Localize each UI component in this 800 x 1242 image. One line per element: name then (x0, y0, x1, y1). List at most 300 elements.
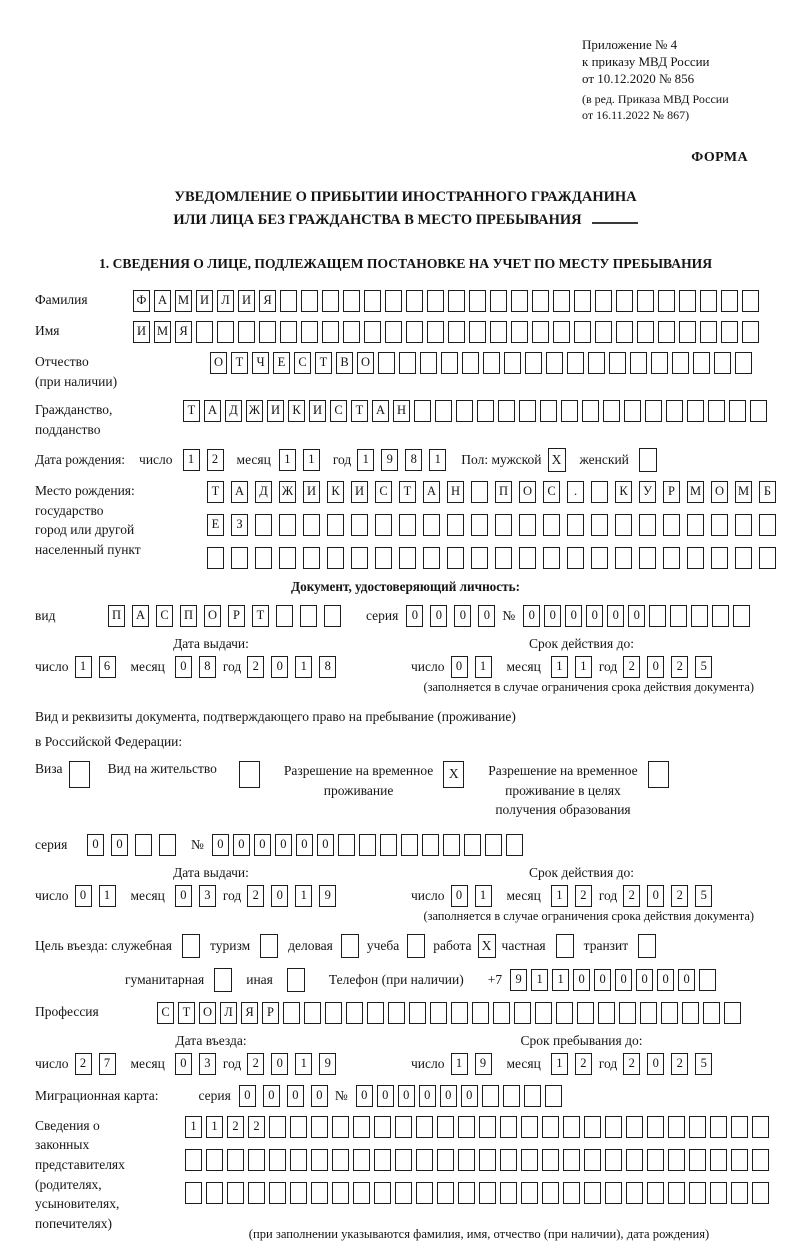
char-cell (185, 1182, 202, 1204)
purpose-other-label: иная (246, 971, 273, 987)
representatives-label-line: попечителях) (35, 1215, 112, 1231)
char-cell (535, 1002, 552, 1024)
char-cell: А (154, 290, 171, 312)
char-cell (630, 352, 647, 374)
char-cell (658, 290, 675, 312)
char-cell (300, 605, 317, 627)
char-cell: Т (231, 352, 248, 374)
residence-options-row (35, 761, 776, 820)
birth-place-label-line: государство (35, 502, 104, 518)
patronymic-label (35, 352, 210, 391)
char-cell (311, 1149, 328, 1171)
char-cell: А (132, 605, 149, 627)
char-cell: 9 (319, 885, 336, 907)
char-cell (409, 1002, 426, 1024)
char-cell (521, 1116, 538, 1138)
representatives-row1-boxes (185, 1116, 773, 1138)
char-cell: О (204, 605, 221, 627)
purpose-transit-label: транзит (583, 937, 629, 953)
char-cell: 9 (381, 449, 398, 471)
char-cell: 8 (199, 656, 216, 678)
stay-month-boxes (551, 1053, 599, 1075)
char-cell (479, 1149, 496, 1171)
residence-number-boxes (212, 834, 527, 856)
char-cell: 0 (454, 605, 471, 627)
char-cell: П (180, 605, 197, 627)
char-cell: 5 (695, 656, 712, 678)
temp-permit-label-line: проживание (323, 782, 394, 798)
char-cell: К (327, 481, 344, 503)
title-blank-line (592, 222, 638, 224)
surname-row (35, 290, 776, 312)
purpose-private-label: частная (501, 937, 546, 953)
char-cell (69, 761, 90, 788)
char-cell (325, 1002, 342, 1024)
char-cell: 1 (551, 656, 568, 678)
char-cell (469, 321, 486, 343)
char-cell: 0 (419, 1085, 436, 1107)
char-cell: С (156, 605, 173, 627)
char-cell (563, 1182, 580, 1204)
residence-issue-month-boxes (175, 885, 223, 907)
char-cell (395, 1182, 412, 1204)
char-cell (427, 290, 444, 312)
patronymic-label-line: (при наличии) (35, 373, 118, 389)
char-cell (584, 1149, 601, 1171)
char-cell: И (303, 481, 320, 503)
stay-year-boxes (623, 1053, 719, 1075)
year-label: год (598, 1055, 618, 1071)
char-cell: Ч (252, 352, 269, 374)
char-cell: Д (225, 400, 242, 422)
char-cell: И (133, 321, 150, 343)
char-cell (519, 547, 536, 569)
residence-valid-header: Срок действия до: (529, 864, 634, 880)
char-cell (595, 290, 612, 312)
char-cell (451, 1002, 468, 1024)
residence-series-boxes (87, 834, 183, 856)
char-cell (668, 1182, 685, 1204)
char-cell (543, 547, 560, 569)
char-cell (663, 547, 680, 569)
char-cell (388, 1002, 405, 1024)
temp-permit-option (284, 761, 464, 800)
temp-permit-checkbox (443, 761, 464, 788)
char-cell (458, 1182, 475, 1204)
char-cell: Е (273, 352, 290, 374)
char-cell: Т (183, 400, 200, 422)
char-cell (514, 1002, 531, 1024)
char-cell (269, 1149, 286, 1171)
appendix-block (582, 36, 776, 124)
char-cell (385, 321, 402, 343)
appendix-line: от 10.12.2020 № 856 (582, 71, 695, 87)
char-cell (279, 547, 296, 569)
residence-dates-headers (35, 865, 776, 881)
day-label: число (411, 887, 445, 903)
char-cell (458, 1149, 475, 1171)
given-name-boxes (133, 321, 763, 343)
char-cell (260, 934, 278, 958)
residence-valid-year-boxes (623, 885, 719, 907)
representatives-row2-boxes (185, 1149, 773, 1171)
birth-place-row (35, 481, 776, 569)
given-name-label: Имя (35, 323, 60, 339)
char-cell (645, 400, 662, 422)
char-cell (135, 834, 152, 856)
purpose-label: Цель въезда: служебная (35, 937, 172, 953)
char-cell (435, 400, 452, 422)
char-cell (648, 761, 669, 788)
residence-doc-intro (35, 705, 776, 755)
representatives-boxes (185, 1116, 773, 1242)
char-cell (626, 1149, 643, 1171)
char-cell (385, 290, 402, 312)
char-cell: 0 (523, 605, 540, 627)
char-cell (290, 1182, 307, 1204)
char-cell: 9 (475, 1053, 492, 1075)
identity-issue-header: Дата выдачи: (173, 636, 249, 652)
char-cell: А (423, 481, 440, 503)
char-cell (343, 290, 360, 312)
purpose-tourism-checkbox (260, 934, 278, 958)
char-cell: 3 (199, 885, 216, 907)
char-cell (423, 547, 440, 569)
char-cell (668, 1116, 685, 1138)
char-cell (479, 1116, 496, 1138)
day-label: число (411, 1055, 445, 1071)
char-cell: 0 (678, 969, 695, 991)
month-label: месяц (130, 1055, 165, 1071)
identity-dates-row (35, 656, 776, 678)
char-cell: 2 (575, 1053, 592, 1075)
char-cell (752, 1182, 769, 1204)
char-cell (721, 321, 738, 343)
char-cell (214, 968, 232, 992)
char-cell: 6 (99, 656, 116, 678)
day-label: число (35, 887, 69, 903)
char-cell (287, 968, 305, 992)
char-cell (712, 605, 729, 627)
char-cell: О (519, 481, 536, 503)
char-cell: 1 (475, 656, 492, 678)
char-cell (493, 1002, 510, 1024)
char-cell: 0 (398, 1085, 415, 1107)
char-cell (553, 290, 570, 312)
char-cell (729, 400, 746, 422)
visa-option (35, 761, 90, 788)
char-cell (276, 605, 293, 627)
char-cell: Д (255, 481, 272, 503)
representatives-row (35, 1116, 776, 1242)
char-cell (259, 321, 276, 343)
char-cell (406, 290, 423, 312)
purpose-humanitarian-label: гуманитарная (125, 971, 205, 987)
char-cell (500, 1149, 517, 1171)
char-cell: 1 (575, 656, 592, 678)
mc-series-label: серия (198, 1087, 231, 1103)
residence-series-row (35, 834, 776, 856)
char-cell (553, 321, 570, 343)
char-cell (322, 321, 339, 343)
birth-date-row (35, 448, 776, 472)
year-label: год (222, 659, 242, 675)
temp-permit-label-line: Разрешение на временное (283, 763, 434, 779)
birth-year-boxes (357, 449, 453, 471)
residence-issue-date (35, 885, 387, 907)
char-cell: 0 (544, 605, 561, 627)
char-cell (679, 290, 696, 312)
char-cell (616, 321, 633, 343)
char-cell: 1 (475, 885, 492, 907)
amendment-note (582, 92, 776, 123)
char-cell (311, 1182, 328, 1204)
char-cell: У (639, 481, 656, 503)
char-cell: Р (663, 481, 680, 503)
char-cell (687, 514, 704, 536)
char-cell: Т (178, 1002, 195, 1024)
char-cell (524, 1085, 541, 1107)
char-cell (401, 834, 418, 856)
profession-label: Профессия (35, 1003, 99, 1019)
char-cell (351, 547, 368, 569)
identity-issue-month-boxes (175, 656, 223, 678)
birth-place-label-line: Место рождения: (35, 483, 135, 499)
char-cell (711, 514, 728, 536)
char-cell: А (204, 400, 221, 422)
char-cell (227, 1149, 244, 1171)
char-cell: Л (220, 1002, 237, 1024)
char-cell: 1 (531, 969, 548, 991)
identity-issue-year-boxes (247, 656, 343, 678)
char-cell (506, 834, 523, 856)
visa-checkbox (69, 761, 90, 788)
char-cell: Р (262, 1002, 279, 1024)
char-cell: И (238, 290, 255, 312)
char-cell: О (357, 352, 374, 374)
identity-issue-day-boxes (75, 656, 123, 678)
char-cell (567, 514, 584, 536)
char-cell (542, 1149, 559, 1171)
birth-place-row1-boxes (207, 481, 783, 503)
purpose-work-checkbox (478, 934, 496, 958)
surname-boxes (133, 290, 763, 312)
char-cell (341, 934, 359, 958)
char-cell: 1 (295, 1053, 312, 1075)
char-cell (582, 400, 599, 422)
entry-dates-row (35, 1053, 776, 1075)
char-cell (647, 1149, 664, 1171)
char-cell (395, 1116, 412, 1138)
char-cell: 1 (295, 656, 312, 678)
char-cell (687, 400, 704, 422)
char-cell (672, 352, 689, 374)
char-cell: 0 (87, 834, 104, 856)
char-cell (668, 1149, 685, 1171)
char-cell (332, 1182, 349, 1204)
representatives-label-line: законных (35, 1137, 90, 1153)
day-label: число (35, 659, 69, 675)
char-cell (437, 1116, 454, 1138)
residence-dates-row (35, 885, 776, 907)
sex-male-checkbox (548, 448, 566, 472)
stay-until-date (387, 1053, 776, 1075)
char-cell (420, 352, 437, 374)
char-cell (647, 1182, 664, 1204)
char-cell (605, 1116, 622, 1138)
char-cell (238, 321, 255, 343)
char-cell (733, 605, 750, 627)
char-cell (490, 321, 507, 343)
entry-day-boxes (75, 1053, 123, 1075)
birth-date-label: Дата рождения: (35, 452, 126, 468)
char-cell (437, 1182, 454, 1204)
char-cell: 1 (303, 449, 320, 471)
purpose-humanitarian-checkbox (214, 968, 232, 992)
char-cell (679, 321, 696, 343)
char-cell: 1 (183, 449, 200, 471)
residence-valid-day-boxes (451, 885, 499, 907)
representatives-label-line: (родителях, (35, 1176, 102, 1192)
identity-validity-note: (заполняется в случае ограничения срока действия документа) (423, 680, 754, 695)
char-cell (649, 605, 666, 627)
char-cell: М (735, 481, 752, 503)
char-cell (206, 1149, 223, 1171)
char-cell (231, 547, 248, 569)
identity-valid-day-boxes (451, 656, 499, 678)
stay-until-header: Срок пребывания до: (520, 1032, 643, 1048)
char-cell (346, 1002, 363, 1024)
identity-valid-date (387, 656, 776, 678)
char-cell (724, 1002, 741, 1024)
char-cell (207, 547, 224, 569)
char-cell (689, 1149, 706, 1171)
char-cell (422, 834, 439, 856)
citizenship-label-line: Гражданство, (35, 402, 113, 418)
char-cell: Е (207, 514, 224, 536)
char-cell (563, 1116, 580, 1138)
char-cell: 1 (357, 449, 374, 471)
char-cell (615, 514, 632, 536)
purpose-study-checkbox (407, 934, 425, 958)
char-cell (637, 321, 654, 343)
char-cell (731, 1149, 748, 1171)
char-cell (338, 834, 355, 856)
char-cell: А (231, 481, 248, 503)
char-cell: Б (759, 481, 776, 503)
profession-row (35, 1002, 776, 1024)
char-cell: 2 (207, 449, 224, 471)
char-cell (500, 1116, 517, 1138)
citizenship-label (35, 400, 183, 439)
char-cell: 1 (551, 885, 568, 907)
entry-month-boxes (175, 1053, 223, 1075)
patronymic-label-line: Отчество (35, 354, 89, 370)
sex-male-label: Пол: мужской (461, 452, 542, 468)
char-cell: М (175, 290, 192, 312)
residence-intro-line: в Российской Федерации: (35, 734, 183, 750)
char-cell: 0 (239, 1085, 256, 1107)
edu-permit-label-line: Разрешение на временное (488, 763, 638, 779)
char-cell (448, 290, 465, 312)
char-cell (482, 1085, 499, 1107)
char-cell: 0 (287, 1085, 304, 1107)
char-cell (359, 834, 376, 856)
birth-place-row2-boxes (207, 514, 783, 536)
char-cell: С (330, 400, 347, 422)
char-cell (525, 352, 542, 374)
char-cell (495, 514, 512, 536)
year-label: год (222, 1055, 242, 1071)
char-cell: Л (217, 290, 234, 312)
char-cell (374, 1116, 391, 1138)
char-cell (532, 321, 549, 343)
char-cell (248, 1182, 265, 1204)
char-cell: 2 (247, 1053, 264, 1075)
char-cell: 0 (451, 885, 468, 907)
birth-month-boxes (279, 449, 327, 471)
char-cell: 0 (565, 605, 582, 627)
char-cell: 2 (671, 885, 688, 907)
char-cell (687, 547, 704, 569)
char-cell: 2 (227, 1116, 244, 1138)
year-label: год (222, 887, 242, 903)
char-cell: 1 (552, 969, 569, 991)
char-cell: 0 (271, 1053, 288, 1075)
char-cell: К (615, 481, 632, 503)
char-cell (227, 1182, 244, 1204)
char-cell (603, 400, 620, 422)
char-cell (609, 352, 626, 374)
char-cell (591, 547, 608, 569)
char-cell (290, 1116, 307, 1138)
char-cell (519, 514, 536, 536)
entry-date (35, 1053, 387, 1075)
char-cell: 0 (573, 969, 590, 991)
char-cell (290, 1149, 307, 1171)
char-cell (595, 321, 612, 343)
char-cell: 0 (607, 605, 624, 627)
appendix-line: Приложение № 4 (582, 37, 678, 52)
document-title (35, 186, 776, 232)
char-cell (280, 290, 297, 312)
residence-valid-month-boxes (551, 885, 599, 907)
char-cell (752, 1149, 769, 1171)
year-label: год (598, 887, 618, 903)
purpose-row-2 (35, 968, 776, 992)
char-cell: 2 (671, 1053, 688, 1075)
residence-permit-checkbox (239, 761, 260, 788)
month-label: месяц (130, 887, 165, 903)
representatives-label-line: усыновителях, (35, 1196, 120, 1212)
char-cell: Р (228, 605, 245, 627)
char-cell: П (108, 605, 125, 627)
month-label: месяц (236, 452, 271, 468)
char-cell (279, 514, 296, 536)
year-label: год (332, 452, 352, 468)
char-cell: 1 (279, 449, 296, 471)
char-cell (689, 1116, 706, 1138)
char-cell (574, 321, 591, 343)
char-cell (605, 1149, 622, 1171)
char-cell: 0 (377, 1085, 394, 1107)
char-cell (498, 400, 515, 422)
char-cell: Ф (133, 290, 150, 312)
identity-doc-header: Документ, удостоверяющий личность: (291, 579, 520, 595)
char-cell (324, 605, 341, 627)
purpose-private-checkbox (556, 934, 574, 958)
char-cell: X (548, 448, 566, 472)
